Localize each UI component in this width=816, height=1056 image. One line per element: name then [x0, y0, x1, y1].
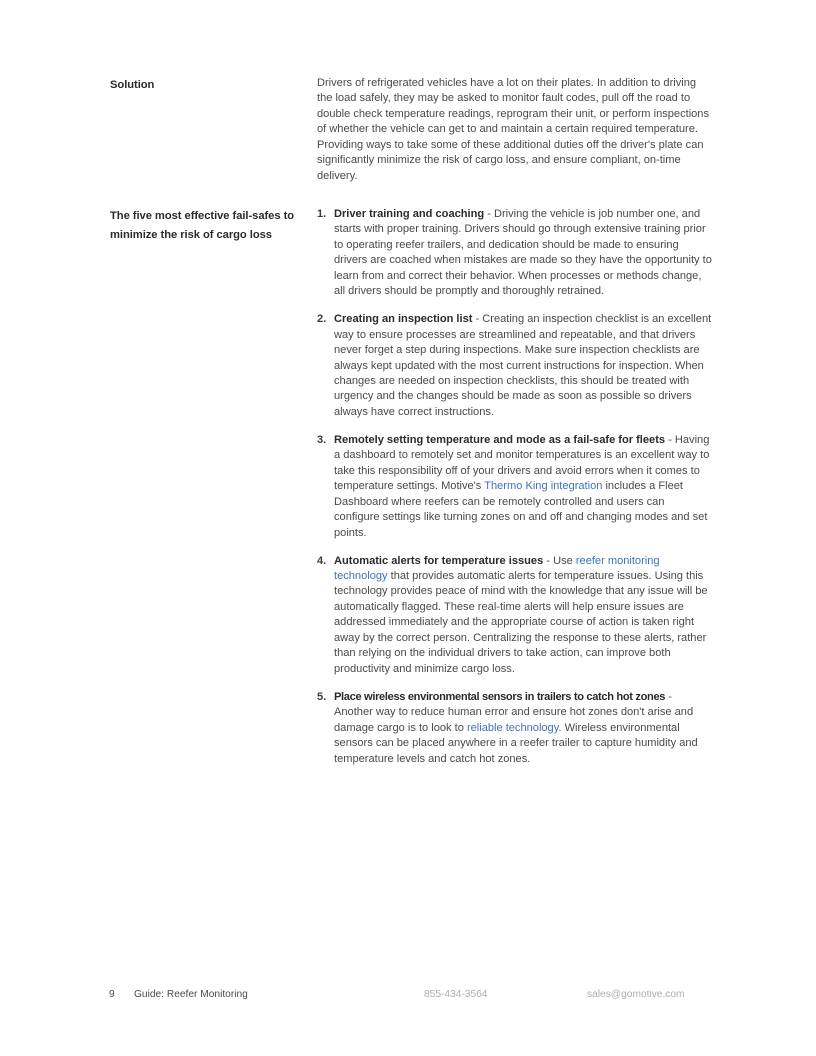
- list-item-title: Place wireless environmental sensors in trailers to catch hot zones: [334, 690, 666, 703]
- solution-section-body: [317, 76, 713, 184]
- list-item-title: Remotely setting temperature and mode as a fail-safe for fleets: [334, 433, 666, 446]
- list-item-title: Automatic alerts for temperature issues: [334, 554, 544, 567]
- list-item-title: Driver training and coaching: [334, 208, 485, 220]
- list-item-body-before: - Another way to reduce human error and ensure hot zones don't arise and damage cargo is to look to: [334, 690, 694, 734]
- list-item-link[interactable]: reliable technology.: [466, 721, 562, 734]
- solution-paragraph: Drivers of refrigerated vehicles have a lot on their plates. In addition to driving the load safely, they may be asked to monitor fault codes, pull off the road to double check temperature readings, reprogram their unit, or perform inspections of whether the vehicle can get to and maintain a certain required temperature. Providing ways to take some of these additional duties off the driver's plate can significantly minimize the risk of cargo loss, and ensure compliant, on-time delivery.: [317, 77, 710, 182]
- failsafes-list: [317, 207, 713, 767]
- list-item-title: Creating an inspection list: [334, 313, 473, 326]
- list-item-body-before: - Creating an inspection checklist is an excellent way to ensure processes are streamlined and repeatable, and that drivers never forget a step during inspections. Make sure inspection checklists are always kept updated with the most current instructions for inspection. When changes are needed on inspection checklists, this should be treated with urgency and the changes should be made as soon as possible so drivers always have correct instructions.: [334, 313, 712, 418]
- list-item-link[interactable]: Thermo King integration: [484, 480, 603, 493]
- footer-email-address[interactable]: sales@gomotive.com: [587, 989, 685, 1000]
- list-item-body-after: that provides automatic alerts for temperature issues. Using this technology provides peace of mind with the knowledge that any issue will be automatically flagged. These real-time alerts will help ensure issues are addressed immediately and the appropriate course of action is taken right away by the correct person. Centralizing the response to these alerts, rather than relying on the individual drivers to take action, can improve both productivity and minimize cargo loss.: [334, 570, 708, 675]
- failsafes-section-heading: The five most effective fail-safes to minimize the risk of cargo loss: [110, 210, 295, 242]
- list-item-body-before: - Driving the vehicle is job number one, and starts with proper training. Drivers should go through extensive training prior to operating reefer trailers, and dedication should be made to ensuring drivers are coached when mistakes are made so they have the opportunity to learn from and correct their behavior. When processes or methods change, all drivers should be promptly and thoroughly retrained.: [334, 208, 712, 298]
- page-footer: [0, 988, 816, 1008]
- failsafes-section-body: [317, 207, 713, 767]
- list-item-link[interactable]: reefer monitoring technology: [334, 554, 660, 583]
- list-item: [317, 554, 713, 678]
- list-item: [317, 207, 713, 300]
- footer-page-number: 9: [109, 989, 115, 1000]
- list-item-body-before: - Use: [543, 554, 576, 567]
- footer-document-title: Guide: Reefer Monitoring: [134, 989, 248, 1000]
- list-item-body-after: Wireless environmental sensors can be placed anywhere in a reefer trailer to capture humidity and temperature levels and catch hot zones.: [334, 721, 698, 765]
- list-item: [317, 690, 713, 767]
- footer-phone-number[interactable]: 855-434-3564: [424, 989, 488, 1000]
- list-item-body-after: includes a Fleet Dashboard where reefers can be remotely controlled and users can configure settings like turning zones on and off and changing modes and set points.: [334, 480, 708, 539]
- list-item: [317, 312, 713, 420]
- solution-section-heading: Solution: [110, 79, 155, 91]
- list-item: [317, 433, 713, 541]
- list-item-body-before: - Having a dashboard to remotely set and monitor temperatures is an excellent way to take this responsibility off of your drivers and avoid errors when it comes to temperature settings. Motive's: [334, 433, 710, 493]
